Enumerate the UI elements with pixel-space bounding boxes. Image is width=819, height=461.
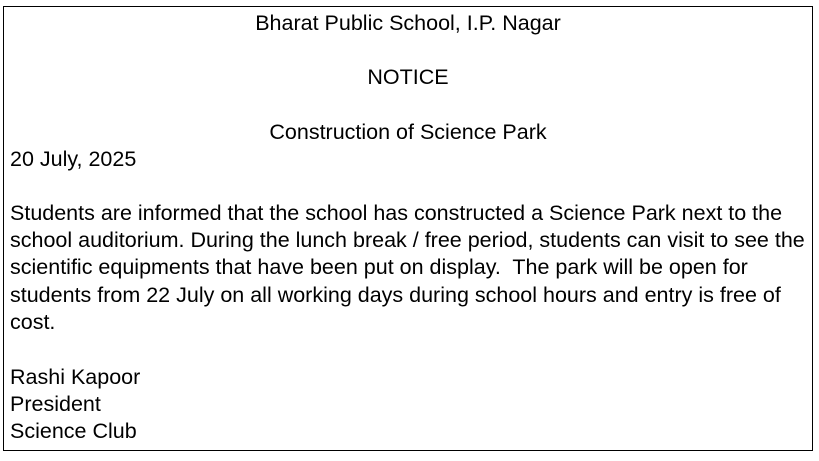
notice-subject: Construction of Science Park: [269, 120, 547, 144]
signatory-organization: Science Club: [10, 419, 137, 443]
school-name: Bharat Public School, I.P. Nagar: [255, 11, 561, 35]
notice-date: 20 July, 2025: [10, 147, 137, 171]
notice-body: Students are informed that the school has constructed a Science Park next to the school auditorium. During the lunch break / free period, students can visit to see the scientific equipments that have been put on display. The park will be open for students from 22 July on all working days during school hours and entry is free of cost.: [10, 201, 811, 334]
signatory-designation: President: [10, 392, 101, 416]
notice-box: [3, 6, 813, 451]
notice-heading: NOTICE: [367, 65, 449, 89]
signatory-name: Rashi Kapoor: [10, 365, 141, 389]
